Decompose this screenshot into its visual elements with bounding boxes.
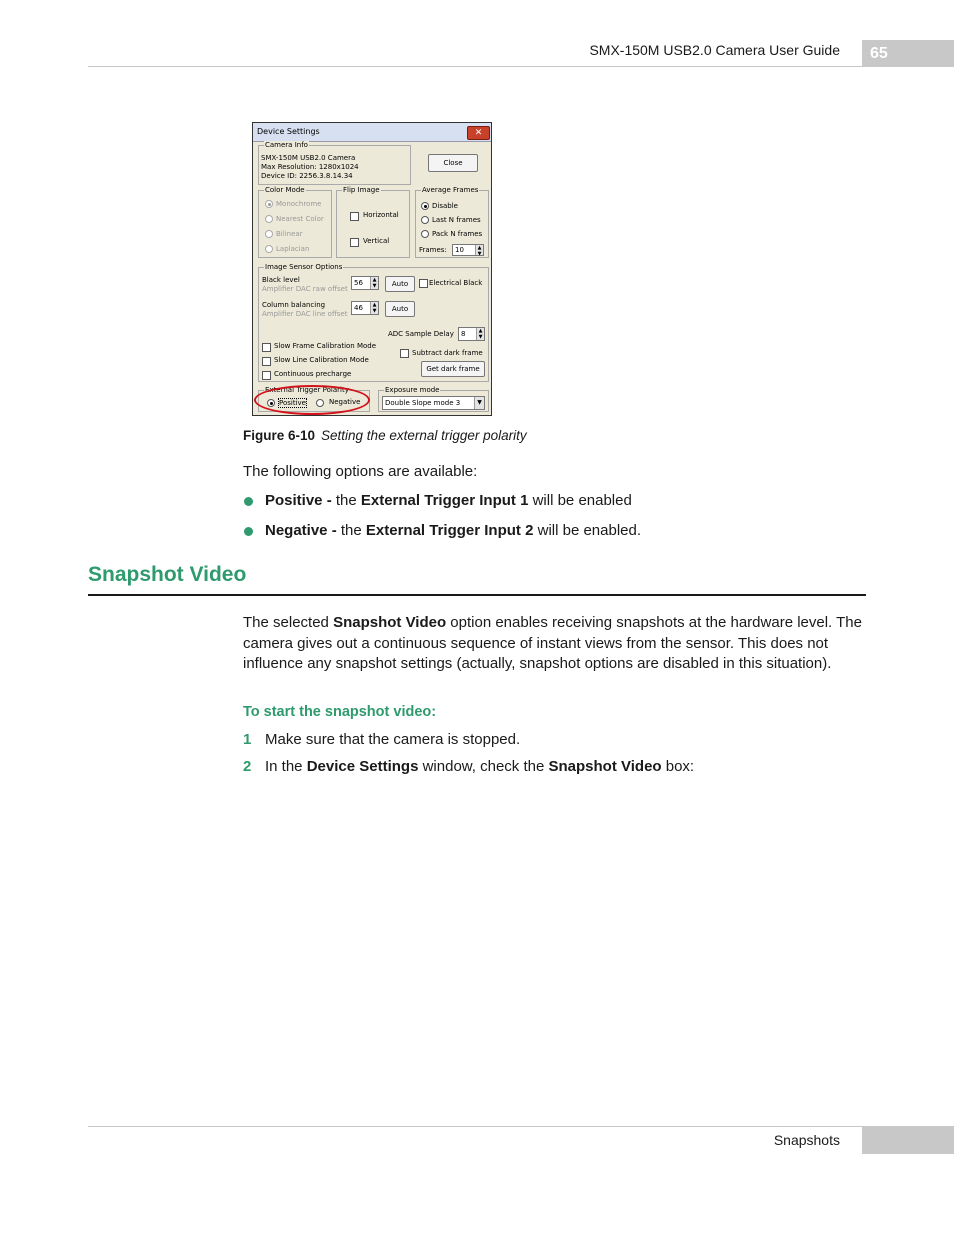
adc-sample-delay-spinner[interactable] [458, 327, 485, 341]
subtract-dark-frame-label: Subtract dark frame [412, 349, 483, 357]
option-vertical: Vertical [363, 237, 390, 245]
step-number: 2 [243, 758, 252, 775]
column-balancing-spinner[interactable] [351, 301, 379, 315]
option-bilinear: Bilinear [276, 230, 303, 238]
footer-section-name: Snapshots [773, 1132, 840, 1148]
spinner-arrows-icon[interactable]: ▲ ▼ [370, 302, 378, 314]
spinner-arrows-icon[interactable]: ▲ ▼ [476, 328, 484, 340]
black-level-label: Black level [262, 276, 300, 284]
black-level-spinner[interactable] [351, 276, 379, 290]
max-resolution: Max Resolution: 1280x1024 [261, 163, 359, 171]
close-icon[interactable]: ✕ [467, 126, 490, 140]
bullet-positive: Positive - the External Trigger Input 1 will be enabled [265, 492, 632, 509]
option-negative: Negative [329, 398, 361, 406]
image-sensor-group [258, 263, 489, 382]
option-positive: Positive [279, 399, 306, 407]
step-number: 1 [243, 731, 252, 748]
continuous-precharge-checkbox[interactable] [262, 371, 271, 380]
spinner-arrows-icon[interactable]: ▲ ▼ [475, 245, 483, 255]
column-balancing-sublabel: Amplifier DAC line offset [262, 310, 348, 318]
option-laplacian: Laplacian [276, 245, 310, 253]
camera-info-group [258, 141, 411, 185]
option-monochrome: Monochrome [276, 200, 322, 208]
device-settings-dialog [252, 122, 492, 416]
radio-last-n-frames[interactable] [421, 216, 429, 224]
electrical-black-label: Electrical Black [429, 279, 483, 287]
radio-bilinear[interactable] [265, 230, 273, 238]
footer-rule [88, 1126, 954, 1127]
intro-text: The following options are available: [243, 463, 478, 480]
spinner-arrows-icon[interactable]: ▲ ▼ [370, 277, 378, 289]
flip-image-label: Flip Image [343, 186, 380, 194]
continuous-precharge-label: Continuous precharge [274, 370, 352, 378]
exposure-mode-group [378, 386, 489, 412]
column-balancing-label: Column balancing [262, 301, 326, 309]
slow-line-calibration-checkbox[interactable] [262, 357, 271, 366]
section-paragraph: The selected Snapshot Video option enables receiving snapshots at the hardware level. The camera gives out a continuous sequence of instant views from the sensor. This does not influence any snapshot settings (actually, snapshot options are disabled in this situation). [243, 614, 862, 672]
running-header-title: SMX-150M USB2.0 Camera User Guide [589, 42, 840, 58]
external-trigger-polarity-label: External Trigger Polarity [265, 386, 349, 394]
black-level-sublabel: Amplifier DAC raw offset [262, 285, 348, 293]
exposure-mode-value: Double Slope mode 3 [385, 399, 461, 407]
figure-caption-text: Setting the external trigger polarity [321, 428, 527, 443]
camera-model: SMX-150M USB2.0 Camera [261, 154, 356, 162]
adc-sample-delay-label: ADC Sample Delay [388, 330, 454, 338]
bullet-lead: Negative - [265, 522, 337, 539]
procedure-heading: To start the snapshot video: [243, 704, 437, 720]
radio-nearest-color[interactable] [265, 215, 273, 223]
get-dark-frame-button[interactable]: Get dark frame [421, 361, 485, 377]
page-number: 65 [862, 40, 954, 67]
step-1 [243, 730, 521, 751]
radio-disable[interactable] [421, 202, 429, 210]
black-level-auto-button[interactable]: Auto [385, 276, 415, 292]
slow-frame-calibration-label: Slow Frame Calibration Mode [274, 342, 377, 350]
radio-laplacian[interactable] [265, 245, 273, 253]
bullet-icon [244, 527, 253, 536]
dialog-titlebar [253, 123, 491, 142]
slow-frame-calibration-checkbox[interactable] [262, 343, 271, 352]
header-rule [88, 66, 954, 67]
image-sensor-label: Image Sensor Options [265, 263, 343, 271]
step-2 [243, 757, 695, 778]
exposure-mode-label: Exposure mode [385, 386, 440, 394]
vertical-checkbox[interactable] [350, 238, 359, 247]
frames-spinner[interactable] [452, 244, 484, 256]
color-mode-group [258, 186, 332, 258]
section-rule [88, 594, 866, 596]
exposure-mode-select[interactable] [382, 396, 485, 410]
figure-caption [243, 428, 527, 443]
bullet-icon [244, 497, 253, 506]
bullet-lead: Positive - [265, 492, 332, 509]
step-text: Make sure that the camera is stopped. [265, 731, 521, 748]
column-balancing-auto-button[interactable]: Auto [385, 301, 415, 317]
chevron-down-icon[interactable]: ▼ [474, 397, 484, 409]
option-disable: Disable [432, 202, 458, 210]
frames-label: Frames: [419, 246, 447, 254]
dialog-title: Device Settings [257, 127, 320, 136]
section-heading: Snapshot Video [88, 563, 247, 586]
option-nearest-color: Nearest Color [276, 215, 324, 223]
radio-pack-n-frames[interactable] [421, 230, 429, 238]
electrical-black-checkbox[interactable] [419, 279, 428, 288]
close-button[interactable]: Close [428, 154, 478, 172]
camera-info-label: Camera Info [265, 141, 308, 149]
footer-tab [862, 1127, 954, 1154]
figure-number: Figure 6-10 [243, 428, 316, 443]
option-pack-n-frames: Pack N frames [432, 230, 483, 238]
flip-image-group [336, 186, 410, 258]
average-frames-group [415, 186, 489, 258]
black-level-value: 56 [354, 279, 363, 287]
radio-monochrome[interactable] [265, 200, 273, 208]
subtract-dark-frame-checkbox[interactable] [400, 349, 409, 358]
highlight-ellipse [254, 385, 370, 415]
frames-value: 10 [455, 246, 464, 254]
color-mode-label: Color Mode [265, 186, 305, 194]
bullet-negative: Negative - the External Trigger Input 2 will be enabled. [265, 522, 642, 539]
option-last-n-frames: Last N frames [432, 216, 481, 224]
device-id: Device ID: 2256.3.8.14.34 [261, 172, 353, 180]
slow-line-calibration-label: Slow Line Calibration Mode [274, 356, 369, 364]
option-horizontal: Horizontal [363, 211, 399, 219]
horizontal-checkbox[interactable] [350, 212, 359, 221]
average-frames-label: Average Frames [422, 186, 479, 194]
column-balancing-value: 46 [354, 304, 363, 312]
step-text: In the Device Settings window, check the Snapshot Video box: [265, 758, 695, 775]
adc-sample-delay-value: 8 [461, 330, 466, 338]
